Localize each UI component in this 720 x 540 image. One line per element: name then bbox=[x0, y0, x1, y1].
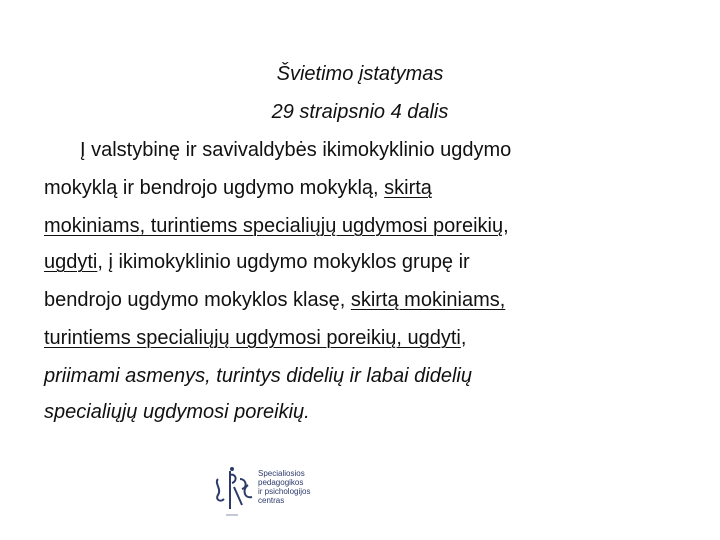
text-line-3 bbox=[44, 214, 509, 238]
text-segment: . bbox=[304, 401, 310, 423]
logo-text-line: Specialiosios bbox=[258, 469, 305, 478]
logo-text-line: pedagogikos bbox=[258, 478, 304, 487]
text-line-2 bbox=[44, 176, 432, 200]
text-line-8 bbox=[44, 400, 310, 424]
logo-text bbox=[258, 469, 310, 505]
logo-text-line: centras bbox=[258, 496, 285, 505]
law-title: Švietimo įstatymas bbox=[276, 63, 444, 85]
text-line-7 bbox=[44, 364, 472, 388]
text-segment: , bbox=[460, 327, 467, 349]
text-segment: priimami asmenys, turintys didelių ir labai didelių bbox=[44, 365, 472, 387]
text-line-5 bbox=[44, 288, 505, 312]
underlined-segment: skirtą mokiniams, bbox=[350, 289, 506, 311]
text-segment: Į valstybinę ir savivaldybės ikimokyklinio ugdymo bbox=[80, 139, 512, 161]
text-segment: bendrojo ugdymo mokyklos klasę, bbox=[44, 289, 351, 311]
text-line-4 bbox=[44, 250, 470, 274]
underlined-segment: skirtą bbox=[384, 177, 432, 199]
text-segment: , bbox=[503, 215, 509, 237]
text-segment: , į ikimokyklinio ugdymo mokyklos grupę ir bbox=[97, 251, 470, 273]
logo-mark-icon bbox=[212, 465, 258, 521]
text-line-1 bbox=[80, 138, 511, 162]
logo-text-line: ir psichologijos bbox=[258, 487, 311, 496]
article-reference: 29 straipsnio 4 dalis bbox=[271, 101, 449, 123]
text-segment: specialiųjų ugdymosi poreikių bbox=[44, 401, 305, 423]
center-logo bbox=[212, 465, 322, 521]
text-segment: mokyklą ir bendrojo ugdymo mokyklą, bbox=[44, 177, 385, 199]
underlined-segment: turintiems specialiųjų ugdymosi poreikių, ugdyti bbox=[44, 327, 461, 349]
text-line-6 bbox=[44, 326, 466, 350]
underlined-segment: ugdyti bbox=[44, 251, 98, 273]
underlined-segment: mokiniams, turintiems specialiųjų ugdymosi poreikių bbox=[44, 215, 504, 237]
